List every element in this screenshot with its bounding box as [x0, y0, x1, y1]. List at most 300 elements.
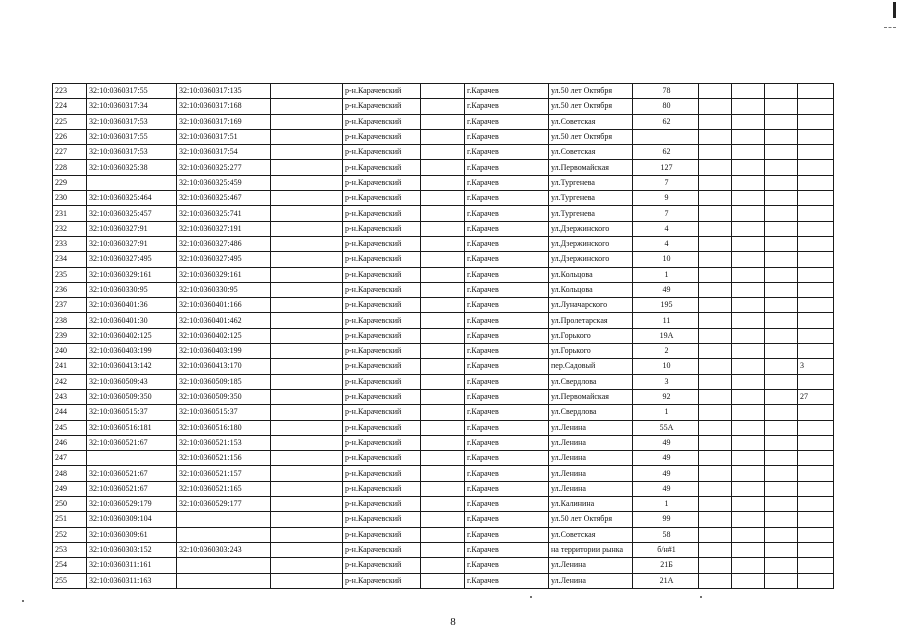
extra-number-cell: 3 [798, 359, 834, 374]
blank-cell [421, 527, 465, 542]
city-cell: г.Карачев [465, 344, 549, 359]
blank-cell [765, 558, 798, 573]
table-row [53, 527, 834, 542]
city-cell: г.Карачев [465, 527, 549, 542]
blank-cell [699, 191, 732, 206]
blank-cell [271, 374, 343, 389]
blank-cell [421, 542, 465, 557]
blank-cell [732, 206, 765, 221]
house-number-cell: 1 [633, 405, 699, 420]
blank-cell [699, 389, 732, 404]
blank-cell [421, 206, 465, 221]
scan-speck [530, 596, 532, 598]
blank-cell [271, 282, 343, 297]
row-number: 235 [53, 267, 87, 282]
cadastral-number-parcel: 32:10:0360317:34 [87, 99, 177, 114]
extra-number-cell [798, 542, 834, 557]
blank-cell [271, 558, 343, 573]
blank-cell [732, 497, 765, 512]
cadastral-number-parcel: 32:10:0360309:104 [87, 512, 177, 527]
cadastral-number-parcel: 32:10:0360515:37 [87, 405, 177, 420]
blank-cell [765, 405, 798, 420]
table-row [53, 236, 834, 251]
table-row [53, 573, 834, 588]
street-cell: ул.Пролетарская [549, 313, 633, 328]
row-number: 254 [53, 558, 87, 573]
blank-cell [271, 160, 343, 175]
cadastral-number-object: 32:10:0360509:185 [177, 374, 271, 389]
blank-cell [271, 221, 343, 236]
street-cell: пер.Садовый [549, 359, 633, 374]
city-cell: г.Карачев [465, 298, 549, 313]
extra-number-cell [798, 558, 834, 573]
house-number-cell: 7 [633, 206, 699, 221]
blank-cell [421, 497, 465, 512]
cadastral-number-object: 32:10:0360303:243 [177, 542, 271, 557]
blank-cell [765, 175, 798, 190]
extra-number-cell [798, 313, 834, 328]
blank-cell [421, 221, 465, 236]
cadastral-number-object [177, 512, 271, 527]
district-cell: р-н.Карачевский [343, 221, 421, 236]
row-number: 240 [53, 344, 87, 359]
blank-cell [765, 298, 798, 313]
house-number-cell: 3 [633, 374, 699, 389]
street-cell: ул.50 лет Октября [549, 512, 633, 527]
blank-cell [732, 282, 765, 297]
blank-cell [699, 252, 732, 267]
row-number: 248 [53, 466, 87, 481]
blank-cell [765, 451, 798, 466]
blank-cell [271, 175, 343, 190]
cadastral-number-object: 32:10:0360521:156 [177, 451, 271, 466]
city-cell: г.Карачев [465, 282, 549, 297]
city-cell: г.Карачев [465, 129, 549, 144]
district-cell: р-н.Карачевский [343, 527, 421, 542]
extra-number-cell [798, 99, 834, 114]
row-number: 230 [53, 191, 87, 206]
blank-cell [421, 252, 465, 267]
blank-cell [765, 527, 798, 542]
city-cell: г.Карачев [465, 160, 549, 175]
table-row [53, 344, 834, 359]
street-cell: ул.Ленина [549, 558, 633, 573]
blank-cell [765, 435, 798, 450]
cadastral-number-object: 32:10:0360327:191 [177, 221, 271, 236]
blank-cell [699, 267, 732, 282]
city-cell: г.Карачев [465, 221, 549, 236]
blank-cell [732, 420, 765, 435]
registry-rows [53, 84, 834, 589]
city-cell: г.Карачев [465, 558, 549, 573]
blank-cell [765, 84, 798, 99]
blank-cell [765, 99, 798, 114]
street-cell: ул.Советская [549, 145, 633, 160]
row-number: 249 [53, 481, 87, 496]
street-cell: ул.Ленина [549, 451, 633, 466]
blank-cell [732, 236, 765, 251]
row-number: 252 [53, 527, 87, 542]
table-row [53, 451, 834, 466]
cadastral-number-parcel [87, 175, 177, 190]
blank-cell [765, 206, 798, 221]
city-cell: г.Карачев [465, 191, 549, 206]
blank-cell [699, 175, 732, 190]
blank-cell [699, 481, 732, 496]
house-number-cell: 99 [633, 512, 699, 527]
cadastral-number-parcel: 32:10:0360325:457 [87, 206, 177, 221]
blank-cell [765, 344, 798, 359]
blank-cell [765, 267, 798, 282]
city-cell: г.Карачев [465, 175, 549, 190]
cadastral-number-object: 32:10:0360402:125 [177, 328, 271, 343]
table-row [53, 252, 834, 267]
cadastral-number-parcel: 32:10:0360325:464 [87, 191, 177, 206]
blank-cell [699, 573, 732, 588]
district-cell: р-н.Карачевский [343, 191, 421, 206]
table-row [53, 84, 834, 99]
house-number-cell: 4 [633, 236, 699, 251]
blank-cell [732, 542, 765, 557]
blank-cell [699, 328, 732, 343]
extra-number-cell [798, 435, 834, 450]
blank-cell [271, 573, 343, 588]
blank-cell [421, 236, 465, 251]
district-cell: р-н.Карачевский [343, 252, 421, 267]
blank-cell [421, 114, 465, 129]
cadastral-number-parcel: 32:10:0360402:125 [87, 328, 177, 343]
blank-cell [271, 252, 343, 267]
blank-cell [699, 206, 732, 221]
blank-cell [271, 298, 343, 313]
row-number: 232 [53, 221, 87, 236]
district-cell: р-н.Карачевский [343, 374, 421, 389]
house-number-cell: 10 [633, 252, 699, 267]
cadastral-number-object: 32:10:0360521:157 [177, 466, 271, 481]
table-row [53, 359, 834, 374]
district-cell: р-н.Карачевский [343, 512, 421, 527]
city-cell: г.Карачев [465, 374, 549, 389]
blank-cell [421, 344, 465, 359]
blank-cell [699, 282, 732, 297]
blank-cell [732, 451, 765, 466]
extra-number-cell [798, 512, 834, 527]
blank-cell [732, 114, 765, 129]
blank-cell [765, 313, 798, 328]
blank-cell [732, 267, 765, 282]
extra-number-cell: 27 [798, 389, 834, 404]
house-number-cell: 2 [633, 344, 699, 359]
blank-cell [421, 175, 465, 190]
street-cell: ул.Дзержинского [549, 221, 633, 236]
street-cell: ул.Первомайская [549, 160, 633, 175]
blank-cell [699, 374, 732, 389]
blank-cell [699, 236, 732, 251]
row-number: 227 [53, 145, 87, 160]
blank-cell [732, 313, 765, 328]
blank-cell [765, 542, 798, 557]
blank-cell [732, 160, 765, 175]
blank-cell [699, 99, 732, 114]
blank-cell [732, 405, 765, 420]
blank-cell [732, 252, 765, 267]
street-cell: ул.Луначарского [549, 298, 633, 313]
blank-cell [732, 389, 765, 404]
house-number-cell: 58 [633, 527, 699, 542]
blank-cell [421, 328, 465, 343]
cadastral-number-object [177, 573, 271, 588]
blank-cell [421, 145, 465, 160]
table-row [53, 374, 834, 389]
blank-cell [732, 558, 765, 573]
blank-cell [421, 99, 465, 114]
house-number-cell: 127 [633, 160, 699, 175]
table-row [53, 558, 834, 573]
blank-cell [732, 359, 765, 374]
city-cell: г.Карачев [465, 114, 549, 129]
table-row [53, 282, 834, 297]
blank-cell [421, 420, 465, 435]
extra-number-cell [798, 129, 834, 144]
cadastral-number-parcel: 32:10:0360327:91 [87, 221, 177, 236]
row-number: 233 [53, 236, 87, 251]
blank-cell [421, 129, 465, 144]
extra-number-cell [798, 451, 834, 466]
page-number: 8 [450, 616, 456, 628]
district-cell: р-н.Карачевский [343, 313, 421, 328]
blank-cell [732, 481, 765, 496]
district-cell: р-н.Карачевский [343, 145, 421, 160]
blank-cell [421, 374, 465, 389]
table-row [53, 206, 834, 221]
street-cell: на территории рынка [549, 542, 633, 557]
table-row [53, 435, 834, 450]
blank-cell [271, 451, 343, 466]
street-cell: ул.Ленина [549, 481, 633, 496]
table-row [53, 542, 834, 557]
blank-cell [421, 435, 465, 450]
extra-number-cell [798, 191, 834, 206]
table-row [53, 481, 834, 496]
blank-cell [699, 313, 732, 328]
street-cell: ул.Тургенева [549, 191, 633, 206]
row-number: 247 [53, 451, 87, 466]
cadastral-number-parcel: 32:10:0360413:142 [87, 359, 177, 374]
blank-cell [271, 191, 343, 206]
blank-cell [421, 466, 465, 481]
street-cell: ул.50 лет Октября [549, 99, 633, 114]
city-cell: г.Карачев [465, 405, 549, 420]
cadastral-number-object: 32:10:0360325:741 [177, 206, 271, 221]
street-cell: ул.Дзержинского [549, 236, 633, 251]
row-number: 237 [53, 298, 87, 313]
blank-cell [765, 512, 798, 527]
row-number: 224 [53, 99, 87, 114]
blank-cell [421, 282, 465, 297]
extra-number-cell [798, 405, 834, 420]
city-cell: г.Карачев [465, 145, 549, 160]
cadastral-number-parcel: 32:10:0360330:95 [87, 282, 177, 297]
street-cell: ул.Свердлова [549, 405, 633, 420]
cadastral-number-parcel: 32:10:0360309:61 [87, 527, 177, 542]
street-cell: ул.Ленина [549, 466, 633, 481]
blank-cell [421, 481, 465, 496]
extra-number-cell [798, 497, 834, 512]
district-cell: р-н.Карачевский [343, 328, 421, 343]
table-row [53, 466, 834, 481]
street-cell: ул.Свердлова [549, 374, 633, 389]
street-cell: ул.Советская [549, 114, 633, 129]
blank-cell [421, 573, 465, 588]
street-cell: ул.50 лет Октября [549, 129, 633, 144]
blank-cell [765, 497, 798, 512]
row-number: 234 [53, 252, 87, 267]
blank-cell [271, 114, 343, 129]
street-cell: ул.Первомайская [549, 389, 633, 404]
house-number-cell: 195 [633, 298, 699, 313]
cadastral-number-object: 32:10:0360515:37 [177, 405, 271, 420]
city-cell: г.Карачев [465, 497, 549, 512]
house-number-cell: 78 [633, 84, 699, 99]
blank-cell [421, 298, 465, 313]
district-cell: р-н.Карачевский [343, 160, 421, 175]
blank-cell [732, 145, 765, 160]
extra-number-cell [798, 206, 834, 221]
street-cell: ул.Горького [549, 344, 633, 359]
house-number-cell: 62 [633, 114, 699, 129]
extra-number-cell [798, 420, 834, 435]
cadastral-number-parcel: 32:10:0360317:55 [87, 129, 177, 144]
house-number-cell: 1 [633, 267, 699, 282]
blank-cell [699, 451, 732, 466]
house-number-cell: 49 [633, 435, 699, 450]
house-number-cell: 1 [633, 497, 699, 512]
house-number-cell: 62 [633, 145, 699, 160]
row-number: 231 [53, 206, 87, 221]
blank-cell [732, 527, 765, 542]
street-cell: ул.50 лет Октября [549, 84, 633, 99]
city-cell: г.Карачев [465, 542, 549, 557]
blank-cell [732, 435, 765, 450]
blank-cell [765, 328, 798, 343]
city-cell: г.Карачев [465, 359, 549, 374]
row-number: 253 [53, 542, 87, 557]
district-cell: р-н.Карачевский [343, 389, 421, 404]
city-cell: г.Карачев [465, 313, 549, 328]
blank-cell [271, 359, 343, 374]
house-number-cell: 7 [633, 175, 699, 190]
blank-cell [271, 527, 343, 542]
cadastral-number-object: 32:10:0360317:54 [177, 145, 271, 160]
house-number-cell: 4 [633, 221, 699, 236]
street-cell: ул.Горького [549, 328, 633, 343]
cadastral-number-object: 32:10:0360330:95 [177, 282, 271, 297]
district-cell: р-н.Карачевский [343, 206, 421, 221]
scan-mark-tail [884, 27, 896, 29]
table-row [53, 497, 834, 512]
blank-cell [765, 236, 798, 251]
row-number: 238 [53, 313, 87, 328]
cadastral-number-object: 32:10:0360529:177 [177, 497, 271, 512]
district-cell: р-н.Карачевский [343, 344, 421, 359]
street-cell: ул.Тургенева [549, 206, 633, 221]
district-cell: р-н.Карачевский [343, 481, 421, 496]
blank-cell [271, 405, 343, 420]
blank-cell [732, 129, 765, 144]
scan-mark [893, 2, 896, 18]
house-number-cell: б/н#1 [633, 542, 699, 557]
blank-cell [271, 328, 343, 343]
house-number-cell: 55А [633, 420, 699, 435]
extra-number-cell [798, 573, 834, 588]
cadastral-number-parcel: 32:10:0360325:38 [87, 160, 177, 175]
blank-cell [699, 359, 732, 374]
cadastral-number-object: 32:10:0360325:467 [177, 191, 271, 206]
table-row [53, 160, 834, 175]
blank-cell [421, 512, 465, 527]
blank-cell [765, 374, 798, 389]
district-cell: р-н.Карачевский [343, 542, 421, 557]
blank-cell [765, 145, 798, 160]
street-cell: ул.Ленина [549, 420, 633, 435]
blank-cell [421, 451, 465, 466]
table-row [53, 405, 834, 420]
row-number: 244 [53, 405, 87, 420]
district-cell: р-н.Карачевский [343, 129, 421, 144]
house-number-cell: 10 [633, 359, 699, 374]
district-cell: р-н.Карачевский [343, 573, 421, 588]
blank-cell [732, 84, 765, 99]
cadastral-number-object: 32:10:0360413:170 [177, 359, 271, 374]
scan-speck [22, 600, 24, 602]
blank-cell [699, 420, 732, 435]
cadastral-number-parcel: 32:10:0360521:67 [87, 481, 177, 496]
cadastral-number-parcel: 32:10:0360509:43 [87, 374, 177, 389]
row-number: 223 [53, 84, 87, 99]
blank-cell [699, 405, 732, 420]
cadastral-number-parcel: 32:10:0360509:350 [87, 389, 177, 404]
cadastral-number-object: 32:10:0360317:168 [177, 99, 271, 114]
cadastral-number-parcel: 32:10:0360401:30 [87, 313, 177, 328]
blank-cell [271, 129, 343, 144]
city-cell: г.Карачев [465, 451, 549, 466]
blank-cell [271, 267, 343, 282]
cadastral-number-object: 32:10:0360401:462 [177, 313, 271, 328]
blank-cell [765, 466, 798, 481]
blank-cell [732, 99, 765, 114]
extra-number-cell [798, 282, 834, 297]
table-row [53, 191, 834, 206]
blank-cell [765, 129, 798, 144]
street-cell: ул.Советская [549, 527, 633, 542]
city-cell: г.Карачев [465, 420, 549, 435]
blank-cell [765, 252, 798, 267]
district-cell: р-н.Карачевский [343, 420, 421, 435]
row-number: 225 [53, 114, 87, 129]
cadastral-number-object: 32:10:0360317:169 [177, 114, 271, 129]
city-cell: г.Карачев [465, 236, 549, 251]
blank-cell [732, 298, 765, 313]
blank-cell [421, 558, 465, 573]
house-number-cell: 49 [633, 481, 699, 496]
cadastral-number-parcel: 32:10:0360329:161 [87, 267, 177, 282]
city-cell: г.Карачев [465, 267, 549, 282]
blank-cell [699, 435, 732, 450]
blank-cell [271, 236, 343, 251]
blank-cell [421, 313, 465, 328]
blank-cell [765, 114, 798, 129]
blank-cell [732, 512, 765, 527]
